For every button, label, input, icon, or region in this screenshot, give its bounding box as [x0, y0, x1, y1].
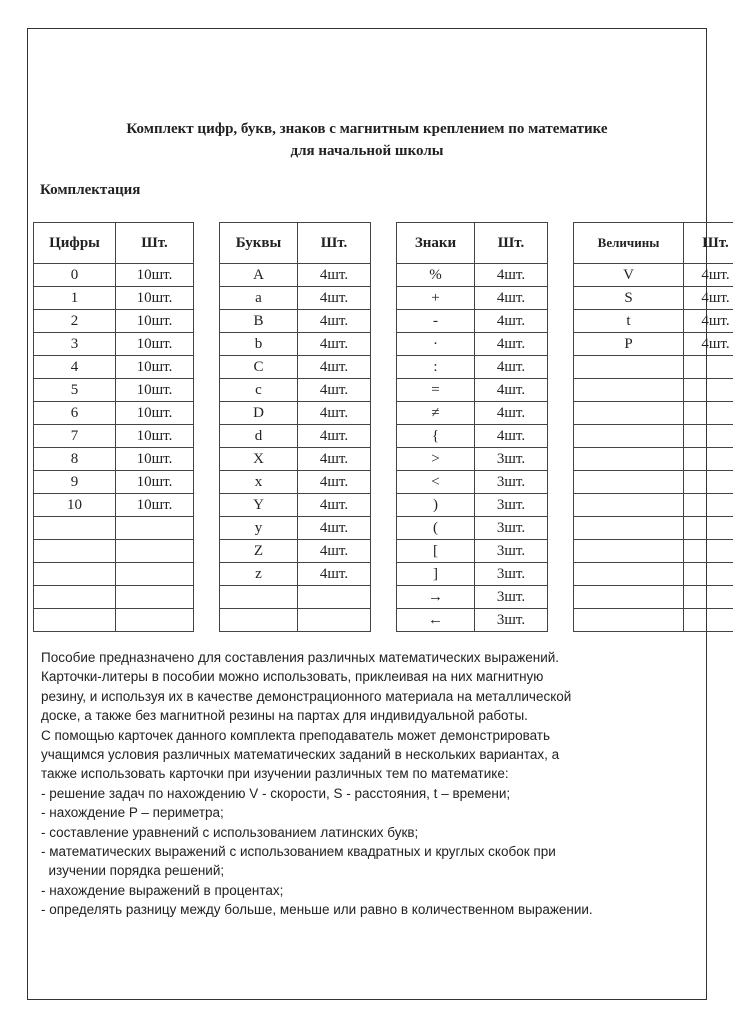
table-cell [34, 609, 116, 632]
table-cell [684, 563, 733, 586]
table-cell [298, 586, 371, 609]
table-cell: 2 [34, 310, 116, 333]
table-cell: ] [397, 563, 475, 586]
table-cell: 3шт. [475, 540, 548, 563]
table-cell [574, 540, 684, 563]
table-cell: 4шт. [298, 448, 371, 471]
table-gap-cell [548, 425, 574, 448]
table-gap-cell [194, 379, 220, 402]
table-gap-cell [548, 402, 574, 425]
table-cell [574, 609, 684, 632]
table-row [34, 356, 733, 379]
table-cell: 4шт. [475, 425, 548, 448]
table-row [34, 287, 733, 310]
table-header-cell: Шт. [116, 223, 194, 264]
table-cell [684, 356, 733, 379]
table-cell [574, 586, 684, 609]
table-cell [574, 356, 684, 379]
table-cell: 4шт. [298, 264, 371, 287]
table-cell: ← [397, 609, 475, 632]
table-gap-cell [371, 310, 397, 333]
table-gap-cell [371, 223, 397, 264]
table-cell: 4шт. [298, 379, 371, 402]
list-item: - определять разницу между больше, меньше или равно в количественном выражении. [41, 902, 593, 918]
table-row [34, 494, 733, 517]
table-cell [116, 517, 194, 540]
table-cell: 9 [34, 471, 116, 494]
table-cell: · [397, 333, 475, 356]
table-gap-cell [371, 287, 397, 310]
table-cell: 4шт. [298, 287, 371, 310]
table-cell: 8 [34, 448, 116, 471]
table-cell [574, 563, 684, 586]
table-row [34, 264, 733, 287]
table-gap-cell [371, 471, 397, 494]
table-header-cell: Знаки [397, 223, 475, 264]
list-item: - нахождение P – периметра; [41, 805, 224, 821]
table-cell [684, 471, 733, 494]
table-gap-cell [548, 356, 574, 379]
table-cell [116, 563, 194, 586]
table-cell: 10шт. [116, 425, 194, 448]
table-row [34, 425, 733, 448]
table-cell [34, 540, 116, 563]
table-cell: → [397, 586, 475, 609]
table-row [34, 379, 733, 402]
table-gap-cell [548, 333, 574, 356]
table-cell: 7 [34, 425, 116, 448]
table-header-cell: Шт. [475, 223, 548, 264]
table-cell: 3шт. [475, 609, 548, 632]
table-gap-cell [371, 540, 397, 563]
table-cell: ) [397, 494, 475, 517]
table-header-cell: Цифры [34, 223, 116, 264]
table-row [34, 310, 733, 333]
table-cell [684, 402, 733, 425]
table-gap-cell [371, 609, 397, 632]
table-gap-cell [194, 223, 220, 264]
table-cell [298, 609, 371, 632]
table-cell: 3шт. [475, 586, 548, 609]
text-line: Пособие предназначено для составления различных математических выражений. [41, 650, 560, 665]
table-cell: P [574, 333, 684, 356]
table-gap-cell [548, 494, 574, 517]
table-gap-cell [371, 517, 397, 540]
table-cell: z [220, 563, 298, 586]
table-cell: : [397, 356, 475, 379]
table-cell: 10шт. [116, 264, 194, 287]
table-gap-cell [371, 356, 397, 379]
table-gap-cell [194, 333, 220, 356]
table-cell: 3шт. [475, 494, 548, 517]
table-cell: ≠ [397, 402, 475, 425]
table-gap-cell [548, 448, 574, 471]
list-item: - математических выражений с использованием квадратных и круглых скобок при [41, 844, 556, 860]
text-line: С помощью карточек данного комплекта преподаватель может демонстрировать [41, 727, 551, 743]
table-cell: 4шт. [475, 333, 548, 356]
table-cell: d [220, 425, 298, 448]
table-gap-cell [548, 310, 574, 333]
table-gap-cell [194, 448, 220, 471]
table-cell: 4шт. [298, 471, 371, 494]
table-cell [116, 540, 194, 563]
table-gap-cell [371, 448, 397, 471]
table-cell: 4 [34, 356, 116, 379]
table-row [34, 517, 733, 540]
table-gap-cell [194, 425, 220, 448]
table-cell [684, 540, 733, 563]
table-cell: V [574, 264, 684, 287]
table-cell: 10 [34, 494, 116, 517]
text-line: резину, и используя их в качестве демонстрационного материала на металлической [41, 688, 572, 704]
table-cell: C [220, 356, 298, 379]
text-line: учащимся условия различных математических заданий в нескольких вариантах, а [41, 747, 560, 763]
table-row [34, 448, 733, 471]
table-header-row [34, 223, 733, 264]
text-line: также использовать карточки при изучении различных тем по математике: [41, 766, 509, 782]
table-gap-cell [371, 264, 397, 287]
table-cell: 4шт. [475, 356, 548, 379]
table-gap-cell [548, 517, 574, 540]
table-cell: + [397, 287, 475, 310]
table-cell: y [220, 517, 298, 540]
title-line-2: для начальной школы [290, 143, 444, 159]
table-gap-cell [371, 402, 397, 425]
table-gap-cell [194, 356, 220, 379]
table-cell: 4шт. [298, 402, 371, 425]
table-row [34, 471, 733, 494]
table-cell: A [220, 264, 298, 287]
table-gap-cell [371, 494, 397, 517]
table-header-cell: Шт. [684, 223, 733, 264]
table-gap-cell [194, 310, 220, 333]
table-cell: 4шт. [298, 494, 371, 517]
text-line: Карточки-литеры в пособии можно использовать, приклеивая на них магнитную [41, 669, 544, 685]
table-gap-cell [548, 471, 574, 494]
table-row [34, 609, 733, 632]
table-cell: 4шт. [298, 425, 371, 448]
table-cell: a [220, 287, 298, 310]
table-cell: t [574, 310, 684, 333]
list-item: изучении порядка решений; [41, 863, 225, 879]
table-cell: ( [397, 517, 475, 540]
document-title [28, 118, 706, 162]
table-gap-cell [371, 563, 397, 586]
table-gap-cell [548, 586, 574, 609]
table-cell [574, 379, 684, 402]
table-cell: 10шт. [116, 310, 194, 333]
table-gap-cell [194, 517, 220, 540]
table-row [34, 333, 733, 356]
table-cell: 3шт. [475, 471, 548, 494]
table-cell: [ [397, 540, 475, 563]
description-text [41, 648, 701, 920]
table-gap-cell [194, 471, 220, 494]
table-cell [574, 517, 684, 540]
table-cell [574, 471, 684, 494]
table-header-cell: Буквы [220, 223, 298, 264]
table-row [34, 586, 733, 609]
table-cell: S [574, 287, 684, 310]
table-cell [684, 379, 733, 402]
table-cell: < [397, 471, 475, 494]
table-cell [574, 494, 684, 517]
table-cell: % [397, 264, 475, 287]
list-item: - составление уравнений с использованием латинских букв; [41, 824, 419, 840]
text-line: доске, а также без магнитной резины на партах для индивидуальной работы. [41, 708, 528, 724]
table-gap-cell [371, 333, 397, 356]
table-cell [220, 586, 298, 609]
table-cell [34, 517, 116, 540]
table-cell: 4шт. [475, 379, 548, 402]
table-gap-cell [548, 379, 574, 402]
table-gap-cell [548, 563, 574, 586]
table-cell: 10шт. [116, 448, 194, 471]
table-cell [116, 609, 194, 632]
table-row [34, 540, 733, 563]
table-gap-cell [548, 264, 574, 287]
table-cell [684, 609, 733, 632]
table-cell: 5 [34, 379, 116, 402]
table-gap-cell [194, 540, 220, 563]
table-cell: { [397, 425, 475, 448]
table-cell: 4шт. [298, 356, 371, 379]
table-cell: 3 [34, 333, 116, 356]
table-gap-cell [194, 563, 220, 586]
table-cell [684, 586, 733, 609]
table-cell: b [220, 333, 298, 356]
table-cell: 3шт. [475, 517, 548, 540]
table-cell: > [397, 448, 475, 471]
table-cell: 10шт. [116, 379, 194, 402]
list-item: - нахождение выражений в процентах; [41, 882, 284, 898]
table-gap-cell [548, 540, 574, 563]
table-cell: 4шт. [298, 517, 371, 540]
table-cell: 10шт. [116, 471, 194, 494]
table-gap-cell [548, 223, 574, 264]
table-cell: 4шт. [475, 310, 548, 333]
table-cell: 4шт. [298, 333, 371, 356]
table-cell: 1 [34, 287, 116, 310]
table-gap-cell [548, 609, 574, 632]
table-gap-cell [194, 402, 220, 425]
table-cell [34, 586, 116, 609]
table-cell: 4шт. [475, 287, 548, 310]
table-cell: 4шт. [475, 264, 548, 287]
table-cell [684, 448, 733, 471]
contents-table [33, 222, 733, 632]
table-cell: D [220, 402, 298, 425]
table-cell: 10шт. [116, 494, 194, 517]
table-row [34, 563, 733, 586]
table-cell: 4шт. [684, 333, 733, 356]
table-cell: = [397, 379, 475, 402]
table-gap-cell [371, 586, 397, 609]
table-cell: B [220, 310, 298, 333]
table-cell [574, 448, 684, 471]
table-header-cell: Величины [574, 223, 684, 264]
table-cell: 4шт. [684, 310, 733, 333]
table-cell: Z [220, 540, 298, 563]
table-gap-cell [194, 287, 220, 310]
table-cell: c [220, 379, 298, 402]
table-cell: x [220, 471, 298, 494]
table-cell: 6 [34, 402, 116, 425]
table-header-cell: Шт. [298, 223, 371, 264]
table-gap-cell [371, 379, 397, 402]
table-row [34, 402, 733, 425]
table-gap-cell [548, 287, 574, 310]
table-cell [684, 517, 733, 540]
table-cell [684, 425, 733, 448]
table-cell: 10шт. [116, 356, 194, 379]
table-cell [34, 563, 116, 586]
table-cell: 4шт. [684, 264, 733, 287]
table-cell: 4шт. [298, 540, 371, 563]
table-gap-cell [194, 586, 220, 609]
table-cell: 10шт. [116, 287, 194, 310]
title-line-1: Комплект цифр, букв, знаков с магнитным креплением по математике [126, 121, 608, 137]
table-cell [116, 586, 194, 609]
table-cell: - [397, 310, 475, 333]
table-cell [684, 494, 733, 517]
table-cell: 0 [34, 264, 116, 287]
table-cell [574, 402, 684, 425]
table-cell: 3шт. [475, 563, 548, 586]
table-cell [574, 425, 684, 448]
table-gap-cell [371, 425, 397, 448]
table-cell: 10шт. [116, 333, 194, 356]
list-item: - решение задач по нахождению V - скорости, S - расстояния, t – времени; [41, 785, 511, 801]
table-cell [220, 609, 298, 632]
table-cell: 4шт. [475, 402, 548, 425]
table-gap-cell [194, 264, 220, 287]
table-gap-cell [194, 609, 220, 632]
table-cell: X [220, 448, 298, 471]
table-cell: 3шт. [475, 448, 548, 471]
table-gap-cell [194, 494, 220, 517]
table-cell: 4шт. [298, 563, 371, 586]
table-cell: 4шт. [684, 287, 733, 310]
section-heading: Комплектация [40, 182, 141, 198]
table-cell: 4шт. [298, 310, 371, 333]
table-cell: 10шт. [116, 402, 194, 425]
table-cell: Y [220, 494, 298, 517]
